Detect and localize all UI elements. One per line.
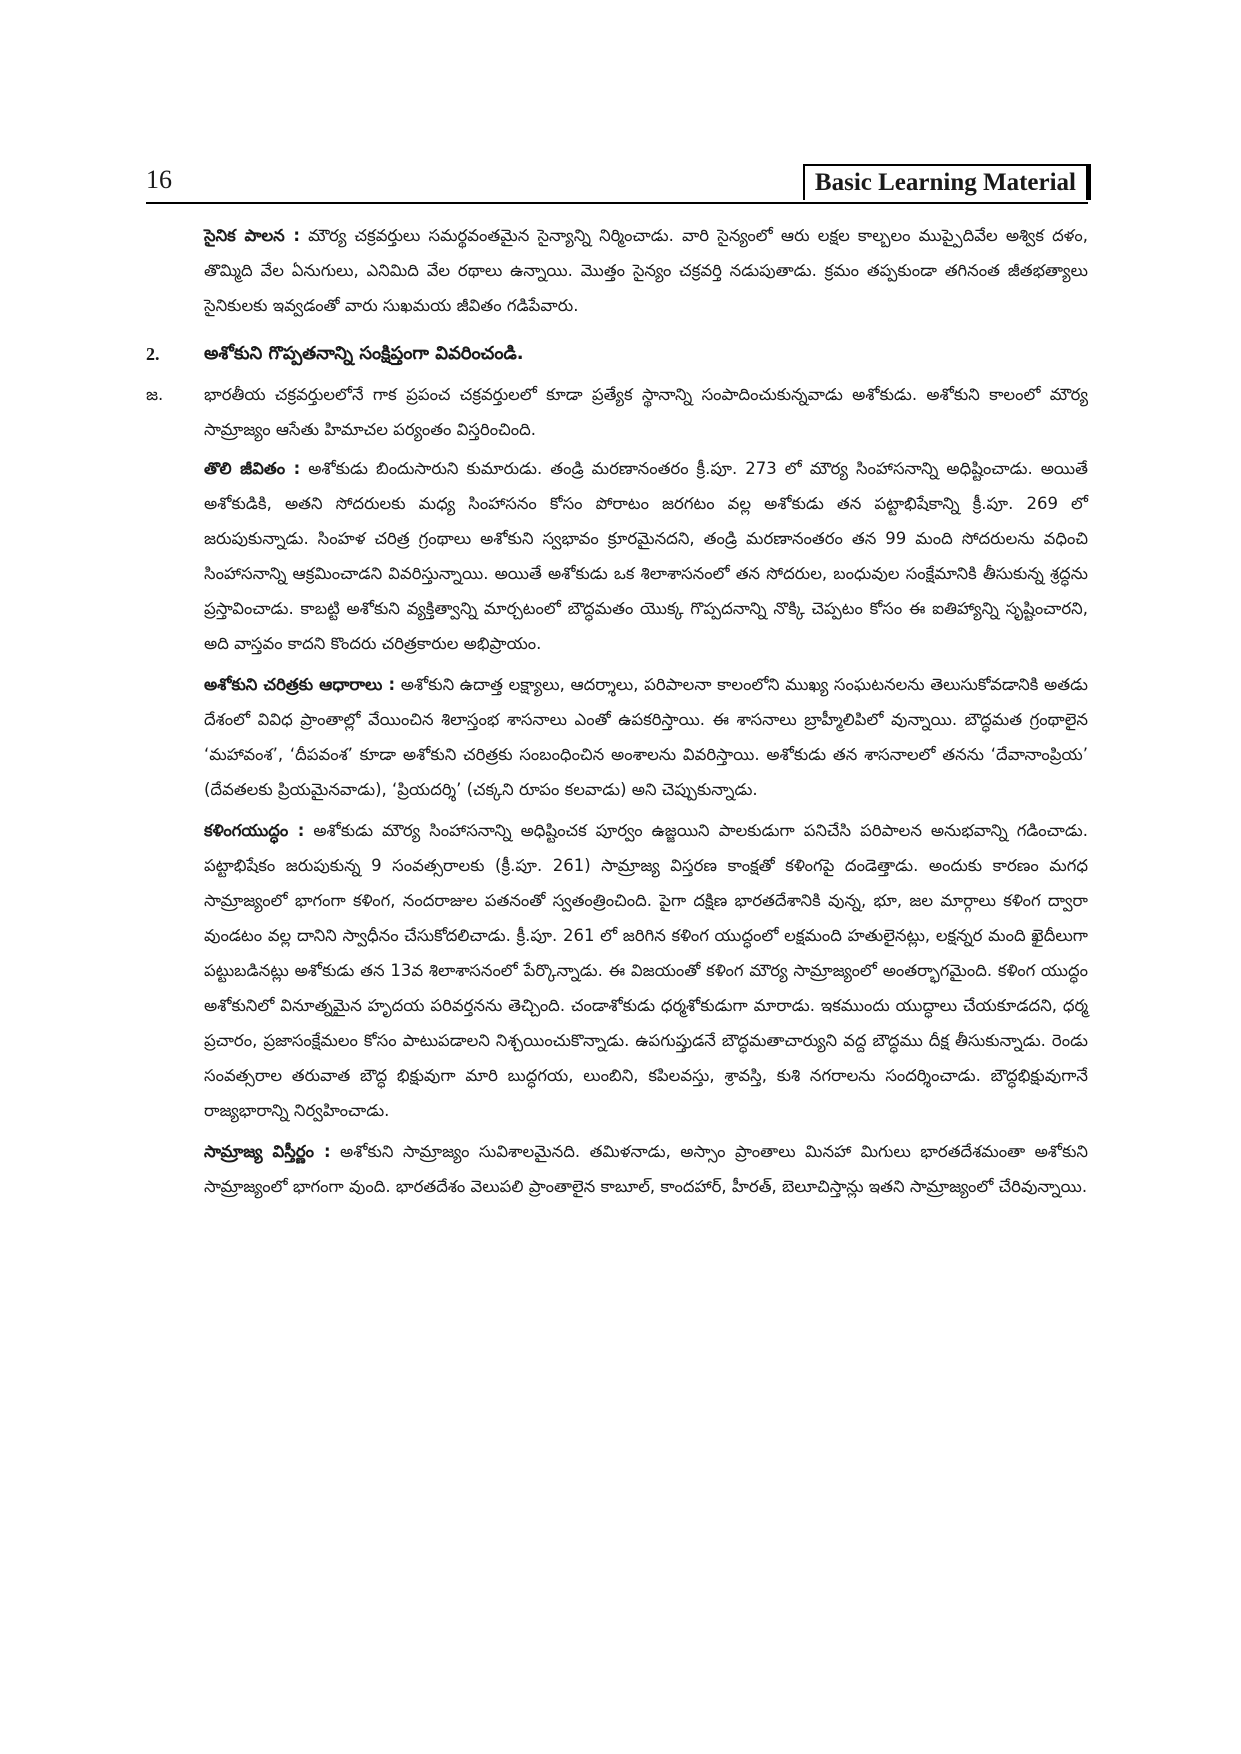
paragraph-samrajya-vistirnam (146, 1134, 1088, 1204)
paragraph-heading: తొలి జీవితం : (204, 459, 301, 478)
paragraph-text: అశోకుడు బిందుసారుని కుమారుడు. తండ్రి మరణానంతరం క్రీ.పూ. 273 లో మౌర్య సింహాసనాన్ని అధిష్టించాడు. అయితే అశోకుడికి, అతని సోదరులకు మధ్య సింహాసనం కోసం పోరాటం జరగటం వల్ల అశోకుడు తన పట్టాభిషేకాన్ని క్రీ.పూ. 269 లో జరుపుకున్నాడు. సింహళ చరిత్ర గ్రంథాలు అశోకుని స్వభావం క్రూరమైనదని, తండ్రి మరణానంతరం తన 99 మంది సోదరులను వధించి సింహాసనాన్ని ఆక్రమించాడని వివరిస్తున్నాయి. అయితే అశోకుడు ఒక శిలాశాసనంలో తన సోదరుల, బంధువుల సంక్షేమానికి తీసుకున్న శ్రద్ధను ప్రస్తావించాడు. కాబట్టి అశోకుని వ్యక్తిత్వాన్ని మార్చటంలో బౌద్ధమతం యొక్క గొప్పదనాన్ని నొక్కి చెప్పటం కోసం ఈ ఐతిహ్యాన్ని సృష్టించారని, అది వాస్తవం కాదని కొందరు చరిత్రకారుల అభిప్రాయం. (204, 459, 1088, 653)
paragraph-toli-jeevitam (146, 451, 1088, 661)
paragraph-text: అశోకుడు మౌర్య సింహాసనాన్ని అధిష్టించక పూర్వం ఉజ్జయిని పాలకుడుగా పనిచేసి పరిపాలన అనుభవాన్ని గడించాడు. పట్టాభిషేకం జరుపుకున్న 9 సంవత్సరాలకు (క్రీ.పూ. 261) సామ్రాజ్య విస్తరణ కాంక్షతో కళింగపై దండెత్తాడు. అందుకు కారణం మగధ సామ్రాజ్యంలో భాగంగా కళింగ, నందరాజుల పతనంతో స్వతంత్రించింది. పైగా దక్షిణ భారతదేశానికి వున్న, భూ, జల మార్గాలు కళింగ ద్వారా వుండటం వల్ల దానిని స్వాధీనం చేసుకోదలిచాడు. క్రీ.పూ. 261 లో జరిగిన కళింగ యుద్ధంలో లక్షమంది హతులైనట్లు, లక్షన్నర మంది ఖైదీలుగా పట్టుబడినట్లు అశోకుడు తన 13వ శిలాశాసనంలో పేర్కొన్నాడు. ఈ విజయంతో కళింగ మౌర్య సామ్రాజ్యంలో అంతర్భాగమైంది. కళింగ యుద్ధం అశోకునిలో వినూత్నమైన హృదయ పరివర్తనను తెచ్చింది. చండాశోకుడు ధర్మశోకుడుగా మారాడు. ఇకముందు యుద్ధాలు చేయకూడదని, ధర్మ ప్రచారం, ప్రజాసంక్షేమలం కోసం పాటుపడాలని నిశ్చయించుకొన్నాడు. ఉపగుప్తుడనే బౌద్ధమతాచార్యుని వద్ద బౌద్ధము దీక్ష తీసుకున్నాడు. రెండు సంవత్సరాల తరువాత బౌద్ధ భిక్షువుగా మారి బుద్ధగయ, లుంబిని, కపిలవస్తు, శ్రావస్తి, కుశి నగరాలను సందర్శించాడు. బౌద్ధభిక్షువుగానే రాజ్యభారాన్ని నిర్వహించాడు. (204, 821, 1089, 1120)
paragraph-heading: సామ్రాజ్య విస్తీర్ణం : (204, 1142, 331, 1161)
answer-text: భారతీయ చక్రవర్తులలోనే గాక ప్రపంచ చక్రవర్తులలో కూడా ప్రత్యేక స్థానాన్ని సంపాదించుకున్నవాడు అశోకుడు. అశోకుని కాలంలో మౌర్య సామ్రాజ్యం ఆసేతు హిమాచల పర్యంతం విస్తరించింది. (204, 385, 1088, 439)
page-header (146, 162, 1088, 204)
paragraph-heading: కళింగయుద్ధం : (204, 821, 305, 840)
book-title: Basic Learning Material (803, 164, 1088, 200)
question-number: 2. (146, 344, 160, 364)
answer-marker: జ. (146, 385, 164, 404)
paragraph-heading: అశోకుని చరిత్రకు ఆధారాలు : (204, 675, 396, 694)
page-number: 16 (146, 165, 172, 194)
paragraph-sainika-palana (146, 218, 1088, 323)
question (146, 335, 1088, 373)
paragraph-text: మౌర్య చక్రవర్తులు సమర్థవంతమైన సైన్యాన్ని నిర్మించాడు. వారి సైన్యంలో ఆరు లక్షల కాల్బలం ముప్పైదివేల అశ్విక దళం, తొమ్మిది వేల ఏనుగులు, ఎనిమిది వేల రథాలు ఉన్నాయి. మొత్తం సైన్యం చక్రవర్తి నడుపుతాడు. క్రమం తప్పకుండా తగినంత జీతభత్యాలు సైనికులకు ఇవ్వడంతో వారు సుఖమయ జీవితం గడిపేవారు. (204, 226, 1088, 315)
paragraph-text: అశోకుని ఉదాత్త లక్ష్యాలు, ఆదర్శాలు, పరిపాలనా కాలంలోని ముఖ్య సంఘటనలను తెలుసుకోవడానికి అతడు దేశంలో వివిధ ప్రాంతాల్లో వేయించిన శిలాస్తంభ శాసనాలు ఎంతో ఉపకరిస్తాయి. ఈ శాసనాలు బ్రాహ్మీలిపిలో వున్నాయి. బౌద్ధమత గ్రంథాలైన ‘మహావంశ’, ‘దీపవంశ’ కూడా అశోకుని చరిత్రకు సంబంధించిన అంశాలను వివరిస్తాయి. అశోకుడు తన శాసనాలలో తనను ‘దేవానాంప్రియ’ (దేవతలకు ప్రియమైనవాడు), ‘ప్రియదర్శి’ (చక్కని రూపం కలవాడు) అని చెప్పుకున్నాడు. (204, 675, 1088, 799)
page-body (146, 218, 1088, 1210)
paragraph-kalinga-yuddham (146, 813, 1088, 1128)
paragraph-text: అశోకుని సామ్రాజ్యం సువిశాలమైనది. తమిళనాడు, అస్సాం ప్రాంతాలు మినహా మిగులు భారతదేశమంతా అశోకుని సామ్రాజ్యంలో భాగంగా వుంది. భారతదేశం వెలుపలి ప్రాంతాలైన కాబూల్, కాందహార్, హీరత్, బెలూచిస్తాన్లు ఇతని సామ్రాజ్యంలో చేరివున్నాయి. (204, 1142, 1088, 1196)
paragraph-heading: సైనిక పాలన : (204, 226, 300, 245)
paragraph-adharalu (146, 667, 1088, 807)
answer-intro (146, 377, 1088, 447)
question-text: అశోకుని గొప్పతనాన్ని సంక్షిప్తంగా వివరించండి. (204, 343, 524, 364)
